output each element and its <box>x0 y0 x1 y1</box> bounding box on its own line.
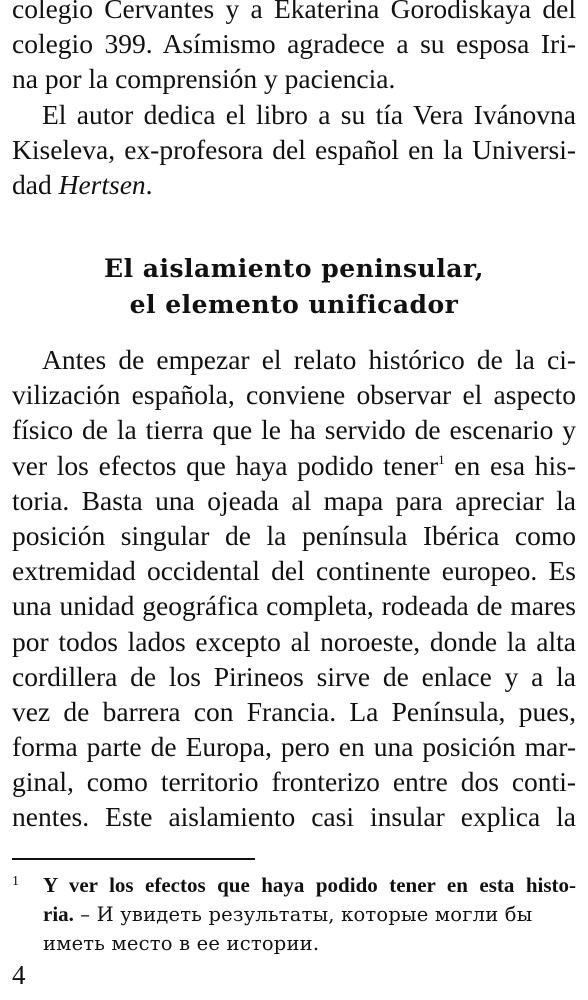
text-line: Antes de empezar el relato histórico de la ci- <box>42 344 576 375</box>
text-line: toria. Basta una ojeada al mapa para apreciar la <box>12 484 576 516</box>
footnote <box>12 871 576 958</box>
text-line: vez de barrera con Francia. La Península, pues, <box>12 695 576 727</box>
text-line: colegio Cervantes y a Ekaterina Gorodiskaya del <box>12 0 576 24</box>
text-line: colegio 399. Asímismo agradece a su esposa Iri- <box>12 28 576 60</box>
text-fragment: . <box>145 168 153 200</box>
text-line: cordillera de los Pirineos sirve de enlace y a la <box>12 660 576 692</box>
acknowledgements-text <box>12 0 576 202</box>
footnote-quote: Y ver los efectos que haya podido tener en esta histo- <box>43 873 576 897</box>
text-fragment: en esa his- <box>444 449 576 481</box>
text-fragment: dad <box>12 168 59 200</box>
text-line: El autor dedica el libro a su tía Vera Ivánovna <box>42 98 576 130</box>
heading-line: el elemento unificador <box>129 290 459 319</box>
text-line <box>12 448 576 483</box>
text-line: por todos lados excepto al noroeste, donde la alta <box>12 625 576 657</box>
text-line: ginal, como territorio fronterizo entre dos conti- <box>12 766 576 798</box>
text-line: forma parte de Europa, pero en una posición mar- <box>12 731 576 763</box>
text-line: extremidad occidental del continente europeo. Es <box>12 555 576 587</box>
text-line: Kiseleva, ex-profesora del español en la Universi- <box>12 133 576 165</box>
text-line: posición singular de la península Ibérica como <box>12 519 576 551</box>
footnote-line <box>12 929 576 958</box>
footnote-line <box>12 900 576 929</box>
text-line <box>12 167 576 202</box>
footnote-marker: 1 <box>12 874 19 889</box>
footnote-reference: 1 <box>438 451 445 467</box>
heading-line: El aislamiento peninsular, <box>104 254 484 283</box>
text-line: una unidad geográfica completa, rodeada de mares <box>12 590 576 622</box>
footnote-divider <box>12 858 255 860</box>
section-heading <box>12 251 576 323</box>
footnote-line <box>12 871 576 900</box>
university-name: Hertsen <box>58 168 146 200</box>
footnote-translation: иметь место в ее истории. <box>43 932 320 955</box>
text-line: na por la comprensión y paciencia. <box>12 63 396 95</box>
text-line: vilización española, conviene observar el aspecto <box>12 379 576 411</box>
page-number: 4 <box>12 960 26 990</box>
text-line: nentes. Este aislamiento casi insular explica la <box>12 801 576 833</box>
footnote-translation: – И увидеть результаты, которые могли бы <box>73 903 533 926</box>
footnote-quote: ria. <box>43 902 74 926</box>
text-line: físico de la tierra que le ha servido de escenario y <box>12 414 576 446</box>
text-fragment: ver los efectos que haya podido tener <box>12 449 439 481</box>
section-body <box>12 342 576 835</box>
